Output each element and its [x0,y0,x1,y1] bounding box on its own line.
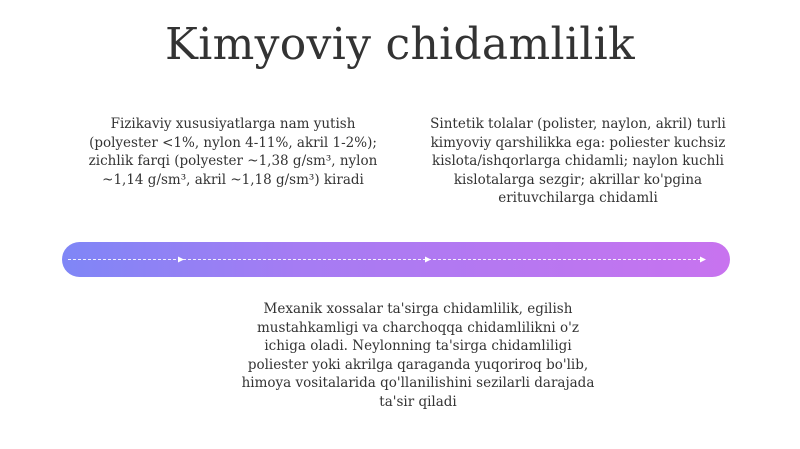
info-block-mechanical-properties: Mexanik xossalar ta'sirga chidamlilik, egilish mustahkamligi va charchoqqa chidamlilikni o'z ichiga oladi. Neylonning ta'sirga chidamliligi poliester yoki akrilga qaraganda yuqoriroq bo'lib, himoya vositalarida qo'llanilishini sezilarli darajada ta'sir qiladi [241,301,595,410]
timeline-graphic [62,242,730,277]
timeline-bar [62,242,730,277]
info-block-physical-properties: Fizikaviy xususiyatlarga nam yutish (polyester <1%, nylon 4-11%, akril 1-2%); zichlik farqi (polyester ~1,38 g/sm³, nylon ~1,14 g/sm³, akril ~1,18 g/sm³) kiradi [88,116,378,188]
info-block-chemical-resistance: Sintetik tolalar (polister, naylon, akril) turli kimyoviy qarshilikka ega: poliester kuchsiz kislota/ishqorlarga chidamli; naylon kuchli kislotalarga sezgir; akrillar ko'pgina erituvchilarga chidamli [430,116,726,206]
page-title: Kimyoviy chidamlilik [165,19,635,70]
